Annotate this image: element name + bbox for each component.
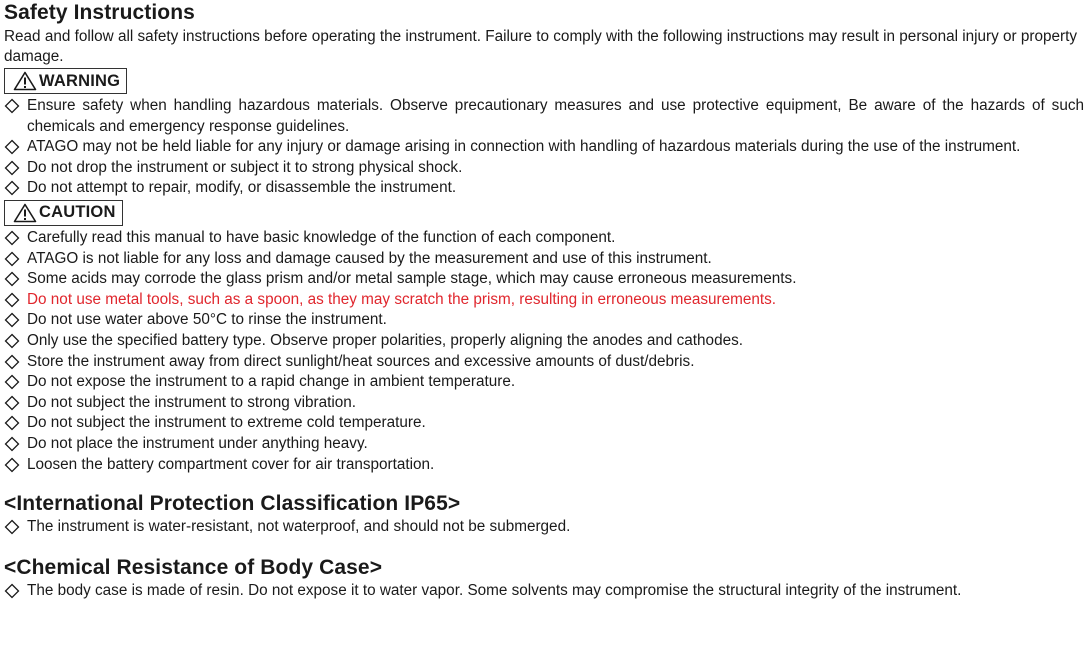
warning-label bbox=[4, 68, 127, 94]
list-item bbox=[4, 178, 1084, 199]
diamond-outline-icon bbox=[4, 519, 20, 535]
diamond-outline-icon bbox=[4, 374, 20, 390]
diamond-outline-icon bbox=[4, 230, 20, 246]
ip-section-heading: <International Protection Classification IP65> bbox=[4, 492, 461, 516]
list-item bbox=[4, 269, 1084, 290]
list-item-text: Do not drop the instrument or subject it to strong physical shock. bbox=[27, 158, 463, 176]
list-item-text: ATAGO is not liable for any loss and damage caused by the measurement and use of this instrument. bbox=[27, 249, 712, 267]
diamond-outline-icon bbox=[4, 395, 20, 411]
list-item bbox=[4, 228, 1084, 249]
list-item-highlighted bbox=[4, 290, 1084, 311]
list-item-text: Carefully read this manual to have basic knowledge of the function of each component. bbox=[27, 228, 616, 246]
diamond-outline-icon bbox=[4, 415, 20, 431]
list-item bbox=[4, 137, 1084, 158]
diamond-outline-icon bbox=[4, 271, 20, 287]
caution-label bbox=[4, 200, 123, 226]
list-item bbox=[4, 517, 1084, 538]
caution-label-text: CAUTION bbox=[39, 203, 116, 222]
list-item-text: The body case is made of resin. Do not expose it to water vapor. Some solvents may compromise the structural integrity of the instrument. bbox=[27, 581, 962, 599]
diamond-outline-icon bbox=[4, 583, 20, 599]
list-item bbox=[4, 393, 1084, 414]
list-item bbox=[4, 331, 1084, 352]
diamond-outline-icon bbox=[4, 333, 20, 349]
section-spacer bbox=[4, 475, 1084, 491]
diamond-outline-icon bbox=[4, 312, 20, 328]
warning-list bbox=[4, 96, 1084, 199]
list-item-text: Do not subject the instrument to extreme cold temperature. bbox=[27, 414, 426, 432]
diamond-outline-icon bbox=[4, 292, 20, 308]
diamond-outline-icon bbox=[4, 98, 20, 114]
list-item-text: Do not attempt to repair, modify, or disassemble the instrument. bbox=[27, 179, 457, 197]
warning-label-text: WARNING bbox=[39, 71, 121, 90]
list-item bbox=[4, 96, 1084, 137]
list-item-text: Only use the specified battery type. Observe proper polarities, properly aligning the anodes and cathodes. bbox=[27, 331, 743, 349]
diamond-outline-icon bbox=[4, 354, 20, 370]
list-item-text: Do not place the instrument under anything heavy. bbox=[27, 434, 368, 452]
list-item-text: ATAGO may not be held liable for any injury or damage arising in connection with handling of hazardous materials during the use of the instrument. bbox=[27, 138, 1021, 156]
diamond-outline-icon bbox=[4, 251, 20, 267]
list-item-text: Do not subject the instrument to strong vibration. bbox=[27, 393, 357, 411]
list-item-text: Some acids may corrode the glass prism and/or metal sample stage, which may cause erroneous measurements. bbox=[27, 270, 797, 288]
diamond-outline-icon bbox=[4, 457, 20, 473]
intro-paragraph: Read and follow all safety instructions before operating the instrument. Failure to comply with the following instructions may result in personal injury or property damage. bbox=[4, 28, 1078, 65]
list-item bbox=[4, 352, 1084, 373]
list-item bbox=[4, 158, 1084, 179]
list-item-text: Do not use metal tools, such as a spoon, as they may scratch the prism, resulting in erroneous measurements. bbox=[27, 290, 777, 308]
list-item bbox=[4, 372, 1084, 393]
list-item-text: The instrument is water-resistant, not waterproof, and should not be submerged. bbox=[27, 518, 571, 536]
diamond-outline-icon bbox=[4, 139, 20, 155]
list-item bbox=[4, 434, 1084, 455]
chemical-section-heading: <Chemical Resistance of Body Case> bbox=[4, 555, 383, 579]
ip-section-list bbox=[4, 517, 1084, 538]
diamond-outline-icon bbox=[4, 436, 20, 452]
page-title: Safety Instructions bbox=[4, 1, 195, 24]
warning-triangle-icon bbox=[13, 203, 37, 223]
list-item bbox=[4, 249, 1084, 270]
safety-instructions-page bbox=[4, 0, 1084, 601]
list-item bbox=[4, 413, 1084, 434]
diamond-outline-icon bbox=[4, 180, 20, 196]
warning-triangle-icon bbox=[13, 71, 37, 91]
diamond-outline-icon bbox=[4, 160, 20, 176]
section-spacer bbox=[4, 538, 1084, 555]
list-item bbox=[4, 455, 1084, 476]
list-item bbox=[4, 310, 1084, 331]
caution-list bbox=[4, 228, 1084, 475]
list-item-text: Ensure safety when handling hazardous materials. Observe precautionary measures and use protective equipment, Be aware of the hazards of such chemicals and emergency response guidelines. bbox=[27, 97, 1084, 135]
list-item bbox=[4, 581, 1084, 602]
list-item-text: Do not expose the instrument to a rapid change in ambient temperature. bbox=[27, 373, 516, 391]
chemical-section-list bbox=[4, 581, 1084, 602]
list-item-text: Do not use water above 50°C to rinse the instrument. bbox=[27, 311, 387, 329]
list-item-text: Store the instrument away from direct sunlight/heat sources and excessive amounts of dust/debris. bbox=[27, 352, 695, 370]
list-item-text: Loosen the battery compartment cover for air transportation. bbox=[27, 455, 435, 473]
